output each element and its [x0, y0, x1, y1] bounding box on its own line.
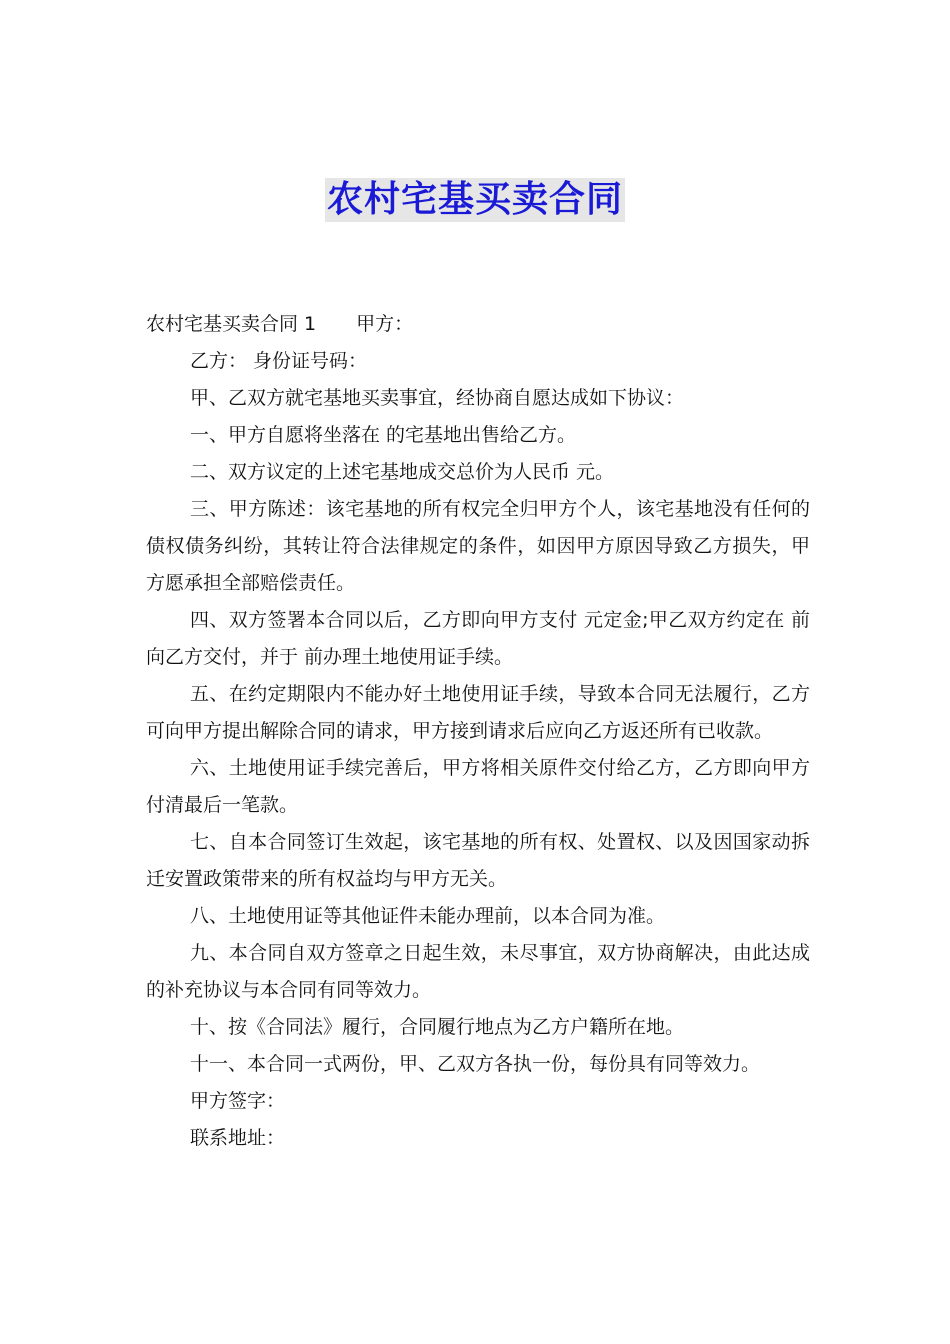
- contract-heading: 农村宅基买卖合同 1: [146, 313, 317, 335]
- first-line: [146, 306, 810, 343]
- clause-1: 一、甲方自愿将坐落在 的宅基地出售给乙方。: [190, 424, 577, 446]
- party-b-line: 乙方： 身份证号码：: [190, 350, 368, 372]
- clause-7: 七、自本合同签订生效起，该宅基地的所有权、处置权、以及因国家动拆迁安置政策带来的所有权益均与甲方无关。: [146, 831, 810, 890]
- clause-3: 三、甲方陈述：该宅基地的所有权完全归甲方个人，该宅基地没有任何的债权债务纠纷，其转让符合法律规定的条件，如因甲方原因导致乙方损失，甲方愿承担全部赔偿责任。: [146, 498, 810, 594]
- party-a-label: 甲方：: [356, 313, 414, 335]
- clause-11: 十一、本合同一式两份，甲、乙双方各执一份，每份具有同等效力。: [190, 1053, 761, 1075]
- party-a-signature: 甲方签字：: [190, 1090, 286, 1112]
- clause-2: 二、双方议定的上述宅基地成交总价为人民币 元。: [190, 461, 615, 483]
- clause-6: 六、土地使用证手续完善后，甲方将相关原件交付给乙方，乙方即向甲方付清最后一笔款。: [146, 757, 810, 816]
- preamble: 甲、乙双方就宅基地买卖事宜，经协商自愿达成如下协议：: [190, 387, 685, 409]
- contact-address: 联系地址：: [190, 1127, 286, 1149]
- title-container: [0, 178, 950, 222]
- document-body: [146, 306, 810, 1157]
- clause-10: 十、按《合同法》履行，合同履行地点为乙方户籍所在地。: [190, 1016, 685, 1038]
- clause-8: 八、土地使用证等其他证件未能办理前，以本合同为准。: [190, 905, 666, 927]
- clause-4: 四、双方签署本合同以后，乙方即向甲方支付 元定金;甲乙双方约定在 前向乙方交付，并于 前办理土地使用证手续。: [146, 609, 810, 668]
- clause-5: 五、在约定期限内不能办好土地使用证手续，导致本合同无法履行，乙方可向甲方提出解除合同的请求，甲方接到请求后应向乙方返还所有已收款。: [146, 683, 810, 742]
- clause-9: 九、本合同自双方签章之日起生效，未尽事宜，双方协商解决，由此达成的补充协议与本合同有同等效力。: [146, 942, 810, 1001]
- document-title: 农村宅基买卖合同: [326, 179, 623, 220]
